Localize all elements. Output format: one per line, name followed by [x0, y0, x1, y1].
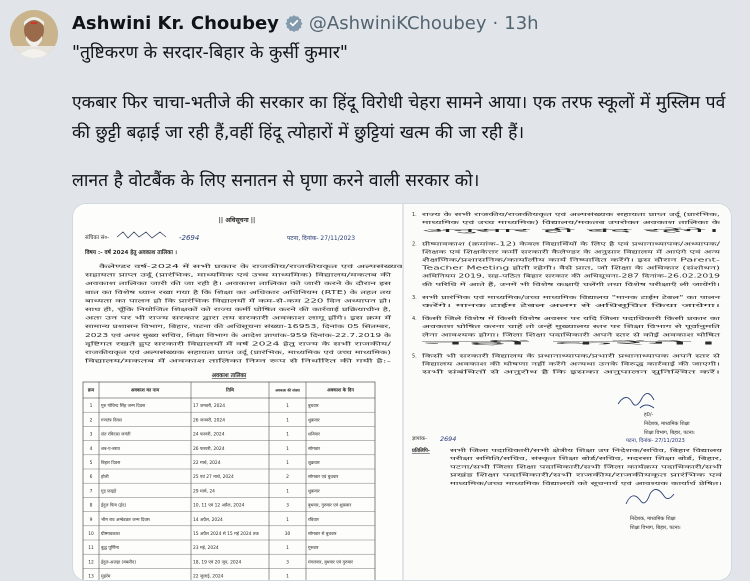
table-cell: गुरुवार	[308, 546, 319, 552]
memo-date: पटना, दिनांक- 27/11/2023	[626, 438, 685, 444]
table-cell: 10	[88, 532, 94, 537]
table-cell: 1	[286, 489, 289, 495]
doc-point-line: की परिधि में आते हैं, उनमें भी विशेष कक्षाएँ चलेंगी तथा विशेष परीक्षाएँ ली जायेंगी।	[422, 281, 567, 288]
tweet-header	[72, 10, 539, 36]
doc-point-line: विद्यालय अवकाश की घोषणा नहीं करेंगे अन्यथा उनके विरुद्ध कार्रवाई की जाएगी।	[422, 361, 564, 368]
table-cell: बुधवार, गुरुवार एवं शुक्रवार	[308, 503, 352, 509]
doc-point-line: किसी जिले विशेष में किसी विशेष अवसर पर यदि जिला पदाधिकारी किसी प्रकार का	[422, 316, 568, 323]
table-cell: संत रविदास जयंती	[101, 432, 131, 438]
doc-point-line: करेंगे। मानक टाईम टेबल अलग से अधिसूचित किया जायेगा।	[422, 303, 527, 309]
doc-point-number: 1.	[412, 212, 417, 218]
tweet-title-line: "तुष्टिकरण के सरदार-बिहार के कुर्सी कुमार"	[72, 43, 348, 63]
signature-block-line: निदेशक, माध्यमिक शिक्षा	[630, 516, 676, 522]
table-cell: शुक्रवार	[308, 489, 320, 495]
table-header-cell: अवकाश का नाम	[130, 388, 160, 394]
doc-paragraph-line: दृष्टिगत रखते हुए सरकारी विद्यालयों में वर्ष 2024 हेतु राज्य के सभी राजकीय/	[85, 341, 225, 348]
table-header-cell: अवकाश की संख्या	[275, 388, 300, 393]
doc-paragraph-line: सहायता प्राप्त उर्दू (प्रारंभिक, माध्यमिक एवं उच्च माध्यमिक) विद्यालय/मकतब की	[85, 272, 229, 279]
table-cell: बुद्ध पूर्णिमा	[101, 546, 119, 552]
signature-block-line: शिक्षा विभाग, बिहार, पटना।	[644, 430, 695, 436]
table-cell: 14 अप्रैल, 2024	[193, 517, 223, 523]
table-cell: 1	[286, 446, 289, 452]
doc-point-line: सभी संबंधितों से अनुरोध है कि इसका अनुपालन सुनिश्चित करें।	[422, 369, 533, 376]
table-cell: गुड फ्राइडे	[101, 489, 117, 495]
table-cell: 2	[89, 418, 93, 424]
table-cell: 26 फरवरी, 2024	[193, 446, 225, 452]
table-cell: 12	[88, 560, 94, 566]
table-cell: 10, 11 एवं 12 अप्रैल, 2024	[193, 503, 245, 509]
table-header-cell: अवकाश के दिन	[327, 388, 354, 394]
table-cell: शब-ए-बरात	[101, 446, 121, 452]
doc-paragraph-line: 2023 एवं अपर मुख्य सचिव, शिक्षा विभाग के आदेश ज्ञापांक-959 दिनांक-22.7.2019 के	[85, 332, 252, 339]
tweet-timestamp[interactable]: 13h	[504, 12, 539, 34]
doc-paragraph-line: बाध्यता का पालन हो कि प्रारंभिक विद्यालयों में कम-से-कम 220 दिन अध्यापन हो।	[85, 298, 233, 305]
table-cell: 18, 19 एवं 20 जून, 2024	[193, 560, 242, 566]
author-handle[interactable]: @AshwiniKChoubey	[308, 12, 487, 34]
table-cell: 2	[286, 475, 289, 481]
table-cell: सोमवार एवं बुधवार	[308, 475, 339, 481]
doc-point-number: 5.	[412, 353, 417, 360]
tweet-body-paragraph: एकबार फिर चाचा-भतीजे की सरकार का हिंदू विरोधी चेहरा सामने आया। एक तरफ स्कूलों में मुस्लिम पर्व की छुट्टी बढ़ाई जा रही हैं,वहीं हिंदू त्योहारों में छुट्टियां खत्म की जा रही हैं।	[72, 93, 726, 143]
tweet-closing-line: लानत है वोटबैंक के लिए सनातन से घृणा करने वाली सरकार को।	[72, 171, 480, 191]
doc-point-line: ग्रीष्मावकाश (क्रमांक-12) केवल विद्यार्थियों के लिए है एवं प्रधानाध्यापक/अध्यापक/	[422, 241, 567, 248]
table-cell: ग्रीष्मावकाश	[101, 532, 120, 537]
doc-point-line: सभी प्रारंभिक एवं माध्यमिक/उच्च माध्यमिक विद्यालय "मानक टाईम टेबल" का पालन	[422, 294, 570, 301]
doc-point-line: लेना आवश्यक होगा। जिला शिक्षा पदाधिकारी अपने स्तर से कोई अवकाश घोषित	[422, 332, 562, 339]
document-image-left[interactable]	[73, 204, 402, 580]
doc-point-line: शैक्षणिक/प्रशासनिक/कार्यालीय कार्य निष्पादित करेंगे। इस दौरान Parent-	[422, 257, 552, 264]
table-cell: 22 मार्च, 2024	[193, 461, 221, 466]
doc-paragraph-line: बात का विशेष ध्यान रखा गया है कि शिक्षा का अधिकार अधिनियम (RTE) के तहत तय	[85, 289, 240, 296]
table-cell: 1	[286, 461, 289, 466]
table-cell: 3	[286, 560, 289, 566]
signature-block-line: ह0/-	[644, 412, 654, 418]
table-cell: सोमवार	[308, 446, 321, 452]
table-cell: 29 मार्च, 24	[193, 489, 215, 495]
doc-point-line: अनुसार ही बंद रहेंगे।	[422, 228, 458, 235]
doc-table-title: अवकाश तालिका	[211, 373, 247, 379]
table-cell: ईदुल फित्र (ईद)	[101, 503, 127, 509]
doc-paragraph-line: विद्यालय/मकतब में अवकाश तालिका निम्न रूप से निर्धारित की गयी है:-	[85, 358, 212, 365]
signature-block-line: शिक्षा विभाग, बिहार, पटना।	[630, 525, 681, 531]
table-cell: 24 फरवरी, 2024	[193, 432, 225, 438]
table-cell: 1	[286, 432, 289, 438]
doc-point-number: 4.	[412, 316, 417, 323]
table-cell: भीम राव अम्बेडकर जन्म दिवस	[101, 517, 150, 523]
table-cell: ईदुल-अज़हा (बकरीद)	[101, 560, 137, 566]
doc-point-line: अधिनियम 2019, सह-पठित बिहार सरकार की अधिसूचना-287 दिनांक-26.02.2019	[422, 273, 579, 280]
verified-badge-icon	[285, 14, 303, 32]
table-cell: 11	[88, 546, 94, 552]
copy-line: सभी जिला पदाधिकारी/सभी क्षेत्रीय शिक्षा उप निदेशक/सचिव, बिहार विद्यालय	[450, 448, 585, 454]
separator-dot: ·	[492, 12, 499, 34]
table-cell: 1	[286, 517, 289, 523]
table-cell: गुरु गोविन्द सिंह जन्म दिवस	[101, 404, 146, 410]
table-cell: 25 एवं 27 मार्च, 2024	[193, 475, 234, 481]
table-cell: बिहार दिवस	[101, 461, 121, 466]
copy-line: माध्यमिक/उच्च माध्यमिक विद्यालयों को सूचनार्थ एवं आवश्यक कार्यार्थ प्रेषित।	[450, 480, 584, 487]
copy-line: परीक्षा समिति/सचिव, संस्कृत शिक्षा बोर्ड/सचिव, मदरसा शिक्षा बोर्ड, बिहार,	[450, 456, 580, 463]
table-cell: 23 मई, 2024	[193, 546, 219, 552]
doc-header: || अधिसूचना ||	[218, 217, 256, 224]
table-cell: सोमवार से बुधवार	[308, 532, 337, 537]
doc-ref-prefix: संचिका सं०-	[85, 235, 110, 241]
doc-place-date: पटना, दिनांक- 27/11/2023	[287, 235, 356, 242]
table-cell: शनिवार	[308, 432, 320, 438]
table-cell: 7	[89, 489, 93, 495]
doc-point-number: 3.	[412, 294, 417, 301]
table-cell: 1	[89, 404, 93, 410]
table-cell: 13	[88, 574, 94, 580]
doc-point-line: माध्यमिक एवं उच्च माध्यमिक) विद्यालय/मकतब उपरोक्त अवकाश तालिका के	[422, 220, 557, 227]
doc-point-line: राज्य के सभी राजकीय/राजकीयकृत एवं अल्पसंख्यक सहायता प्राप्त उर्दू (प्रारंभिक,	[422, 212, 566, 218]
table-cell: गणतंत्र दिवस	[101, 418, 122, 424]
table-cell: 3	[286, 503, 289, 509]
table-cell: 1	[286, 404, 289, 410]
table-header-cell: तिथि	[226, 388, 234, 394]
table-cell: 1	[286, 418, 289, 424]
document-image-right[interactable]	[404, 204, 731, 580]
doc-point-line: Teacher Meeting होती रहेगी। वैसे प्रात, जो शिक्षा के अधिकार (संशोधन)	[422, 265, 559, 272]
doc-point-line: अवकाश घोषित करना चाहें तो उन्हें मुख्यालय स्तर पर शिक्षा विभाग से पूर्वानुमति	[422, 324, 561, 331]
table-cell: 3	[89, 432, 93, 438]
table-cell: रविवार	[308, 517, 319, 523]
table-cell: शुक्रवार	[308, 418, 320, 424]
table-cell: 1	[286, 574, 289, 580]
table-cell: 26 जनवरी, 2024	[193, 418, 226, 424]
table-cell: 4	[89, 446, 93, 452]
table-cell: 15 अप्रैल 2024 से 15 मई 2024 तक	[193, 532, 259, 537]
doc-point-line: किसी भी सरकारी विद्यालय के प्रधानाध्यापक/प्रभारी प्रधानाध्यापक अपने स्तर से	[422, 353, 560, 360]
author-name[interactable]: Ashwini Kr. Choubey	[72, 12, 279, 34]
table-cell: 9	[89, 517, 93, 523]
doc-ref-suffix: -2694	[179, 234, 200, 242]
doc-point-number: 2.	[412, 241, 417, 248]
table-cell: 17 जनवरी, 2024	[193, 404, 226, 410]
copy-label: प्रतिलिपि-	[412, 448, 430, 454]
doc-subject: विषय :- वर्ष 2024 हेतु अवकाश तालिका ।	[85, 250, 177, 256]
avatar-photo-icon	[10, 10, 58, 58]
doc-point-line: शिक्षक एवं शिक्षकेत्तर कर्मी सरकारी कैलेण्डर के अनुसार विद्यालय में आएंगे एवं अन्य	[422, 249, 568, 256]
memo-label: ज्ञापांक-	[412, 436, 427, 442]
table-cell: बुधवार	[308, 404, 319, 410]
avatar[interactable]	[10, 10, 58, 58]
table-cell: 6	[89, 475, 93, 481]
table-cell: 8	[89, 503, 93, 509]
table-cell: मुहर्रम	[101, 574, 111, 580]
doc-paragraph-line: अवकाश तालिका जारी की जा रही है। अवकाश तालिका को जारी करने के दौरान इस	[85, 281, 235, 288]
signature-block-line: निदेशक, माध्यमिक शिक्षा	[644, 421, 690, 427]
table-cell: 30	[284, 532, 291, 537]
table-header-cell: क्रम	[87, 388, 95, 394]
doc-paragraph-line: सामान्य प्रशासन विभाग, बिहार, पटना की अधिसूचना संख्या-16953, दिनांक 05 सितम्बर,	[85, 324, 248, 331]
doc-paragraph-line: साथ ही, चूँकि नियोजित शिक्षकों को राज्य कर्मी घोषित करने की कार्रवाई प्रक्रियाधीन है,	[85, 307, 240, 313]
copy-line: प्रखंड शिक्षा पदाधिकारी/सभी राजकीय/राजकीयकृत प्रारंभिक एवं	[450, 472, 562, 479]
table-cell: होली	[101, 475, 109, 481]
copy-line: पटना/सभी जिला शिक्षा पदाधिकारी/सभी जिला कार्यक्रम पदाधिकारी/सभी	[450, 464, 578, 471]
table-cell: मंगलवार, बुधवार एवं गुरुवार	[308, 560, 353, 566]
media-attachment[interactable]	[72, 203, 732, 581]
table-cell: 1	[286, 546, 289, 552]
doc-paragraph-line: कैलेण्डर वर्ष-2024 में सभी प्रकार के राजकीय/राजकीयकृत एवं अल्पसंख्यक	[99, 264, 236, 270]
table-cell: 5	[89, 461, 93, 466]
table-cell: 22 जुलाई, 2024	[193, 574, 224, 580]
doc-paragraph-line: राजकीयकृत एवं अल्पसंख्यक सहायता प्राप्त उर्दू (प्रारंभिक, माध्यमिक एवं उच्च माध्यमिक)	[85, 350, 245, 356]
doc-paragraph-line: अतः उन पर भी राज्य सरकार द्वारा तय सरकारी अवकाश लागू होंगे। इस क्रम में	[85, 315, 225, 322]
table-cell: शुक्रवार	[308, 461, 320, 466]
memo-number: 2694	[440, 435, 457, 443]
doc-point-line: नहीं करेंगे।	[422, 340, 441, 347]
